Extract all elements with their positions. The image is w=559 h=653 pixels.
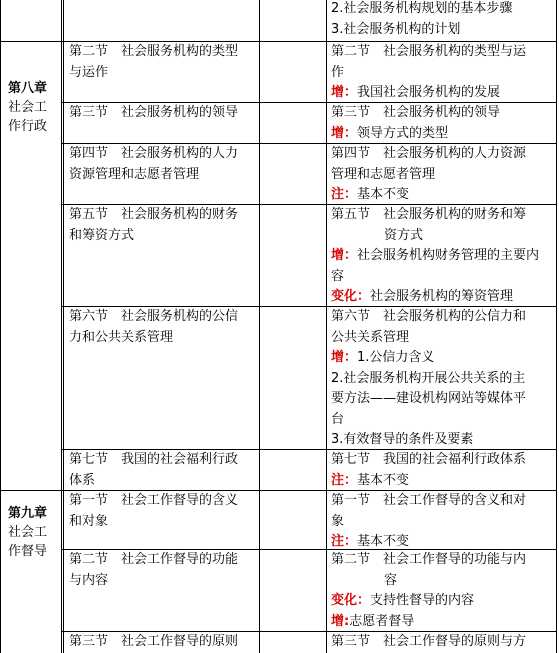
old-section-text: 体系 <box>69 472 96 488</box>
new-section-line <box>331 185 557 204</box>
new-section-line <box>331 430 557 449</box>
new-section-cell <box>331 0 557 41</box>
new-section-line <box>331 144 557 165</box>
chapter-title: 社会工 <box>8 100 48 115</box>
new-section-line <box>331 205 557 226</box>
old-section-cell <box>69 307 257 449</box>
new-section-text: 管理和志愿者管理 <box>331 166 436 182</box>
change-tag: 注： <box>331 187 358 202</box>
old-section-text: 与内容 <box>69 572 109 588</box>
new-section-line <box>331 512 557 533</box>
new-section-text: 社会服务机构财务管理的主要内 <box>357 248 540 263</box>
old-section-text: 和筹资方式 <box>69 227 135 243</box>
new-section-cell <box>331 550 557 631</box>
old-section-text: 第六节 社会服务机构的公信 <box>69 309 239 324</box>
new-section-line <box>331 165 557 186</box>
old-section-text: 第二节 社会工作督导的功能 <box>69 552 239 567</box>
old-section-cell <box>69 42 257 102</box>
new-section-line <box>331 83 557 102</box>
new-section-text: 2.社会服务机构规划的基本步骤 <box>331 1 513 16</box>
new-section-text: 要方法——建设机构网站等媒体平 <box>331 391 527 406</box>
new-section-line <box>331 0 557 20</box>
old-section-cell <box>69 491 257 549</box>
new-section-text: 我国社会服务机构的发展 <box>357 85 501 100</box>
chapter-number: 第八章 <box>8 81 48 96</box>
new-section-line <box>331 571 557 592</box>
new-section-line <box>331 124 557 144</box>
new-section-line <box>331 471 557 491</box>
change-tag: 增： <box>331 248 358 263</box>
new-section-line <box>331 307 557 328</box>
change-tag: 增： <box>331 350 358 365</box>
new-section-text: 2.社会服务机构开展公共关系的主 <box>331 370 526 386</box>
new-section-text: 第一节 社会工作督导的含义和对 <box>331 493 527 508</box>
new-section-text: 1.公信力含义 <box>357 350 435 365</box>
new-section-line <box>331 389 557 410</box>
old-section-text: 第七节 我国的社会福利行政 <box>69 452 239 467</box>
new-section-text: 容 <box>384 572 398 588</box>
new-section-cell <box>331 144 557 204</box>
new-section-line <box>331 550 557 571</box>
new-section-line <box>331 532 557 549</box>
new-section-line <box>331 226 557 247</box>
old-section-cell <box>69 632 257 653</box>
new-section-line <box>331 20 557 41</box>
new-section-line <box>331 246 557 267</box>
new-section-text: 资方式 <box>384 227 424 243</box>
new-section-text: 公共关系管理 <box>331 329 410 345</box>
old-section-text: 第二节 社会服务机构的类型 <box>69 44 239 59</box>
new-section-text: 象 <box>331 513 345 529</box>
new-section-text: 第二节 社会服务机构的类型与运 <box>331 44 527 59</box>
new-section-text: 3.有效督导的条件及要素 <box>331 432 474 447</box>
new-section-cell <box>331 307 557 449</box>
change-tag: 注： <box>331 472 358 488</box>
old-section-text: 第三节 社会工作督导的原则 <box>69 634 239 649</box>
new-section-text: 作 <box>331 64 345 80</box>
new-section-text: 基本不变 <box>357 472 410 488</box>
new-section-text: 第三节 社会服务机构的领导 <box>331 105 501 120</box>
change-tag: 注： <box>331 534 358 549</box>
new-section-line <box>331 591 557 612</box>
new-section-text: 3.社会服务机构的计划 <box>331 21 461 37</box>
old-section-cell <box>69 450 257 490</box>
change-tag: 增: <box>331 613 350 629</box>
new-section-text: 第三节 社会工作督导的原则与方 <box>331 634 527 649</box>
new-section-line <box>331 328 557 349</box>
old-section-cell <box>69 103 257 143</box>
old-section-text: 和对象 <box>69 513 109 529</box>
old-section-cell <box>69 205 257 306</box>
new-section-line <box>331 491 557 512</box>
new-section-line <box>331 450 557 471</box>
chapter-title: 作行政 <box>8 119 48 134</box>
new-section-line <box>331 287 557 306</box>
old-section-text: 力和公共关系管理 <box>69 329 174 345</box>
change-tag: 增： <box>331 85 358 100</box>
old-section-text: 第三节 社会服务机构的领导 <box>69 105 239 120</box>
new-section-line <box>331 267 557 288</box>
new-section-cell <box>331 450 557 490</box>
change-tag: 增： <box>331 125 358 141</box>
old-section-text: 与运作 <box>69 64 109 80</box>
new-section-text: 容 <box>331 268 345 284</box>
new-section-text: 社会服务机构的筹资管理 <box>370 289 514 304</box>
new-section-line <box>331 410 557 431</box>
new-section-cell <box>331 103 557 143</box>
new-section-line <box>331 103 557 124</box>
new-section-text: 第五节 社会服务机构的财务和筹 <box>331 207 527 222</box>
old-section-text: 第一节 社会工作督导的含义 <box>69 493 239 508</box>
old-section-text: 第四节 社会服务机构的人力 <box>69 146 239 161</box>
new-section-text: 基本不变 <box>357 187 410 202</box>
new-section-cell <box>331 491 557 549</box>
new-section-line <box>331 632 557 653</box>
old-section-text: 资源管理和志愿者管理 <box>69 166 200 182</box>
old-section-cell <box>69 550 257 631</box>
old-section-cell <box>69 144 257 204</box>
new-section-text: 基本不变 <box>357 534 410 549</box>
new-section-line <box>331 612 557 632</box>
old-section-cell <box>69 1 257 41</box>
chapter-title: 社会工 <box>8 525 48 540</box>
new-section-line <box>331 348 557 369</box>
change-tag: 变化： <box>331 289 371 304</box>
old-section-text: 第五节 社会服务机构的财务 <box>69 207 239 222</box>
change-tag: 变化： <box>331 593 371 608</box>
chapter-cell <box>8 79 60 490</box>
new-section-text: 第六节 社会服务机构的公信力和 <box>331 309 527 324</box>
new-section-text: 第七节 我国的社会福利行政体系 <box>331 452 527 467</box>
new-section-text: 领导方式的类型 <box>357 125 449 141</box>
new-section-text: 第二节 社会工作督导的功能与内 <box>331 552 527 567</box>
new-section-cell <box>331 42 557 102</box>
new-section-line <box>331 42 557 63</box>
new-section-cell <box>331 632 557 653</box>
new-section-text: 支持性督导的内容 <box>370 593 475 608</box>
chapter-title: 作督导 <box>8 544 48 559</box>
new-section-line <box>331 63 557 84</box>
new-section-line <box>331 369 557 390</box>
new-section-cell <box>331 205 557 306</box>
new-section-text: 志愿者督导 <box>349 613 415 629</box>
new-section-text: 台 <box>331 411 345 427</box>
new-section-text: 第四节 社会服务机构的人力资源 <box>331 146 527 161</box>
chapter-cell <box>8 504 60 653</box>
chapter-number: 第九章 <box>8 506 48 521</box>
